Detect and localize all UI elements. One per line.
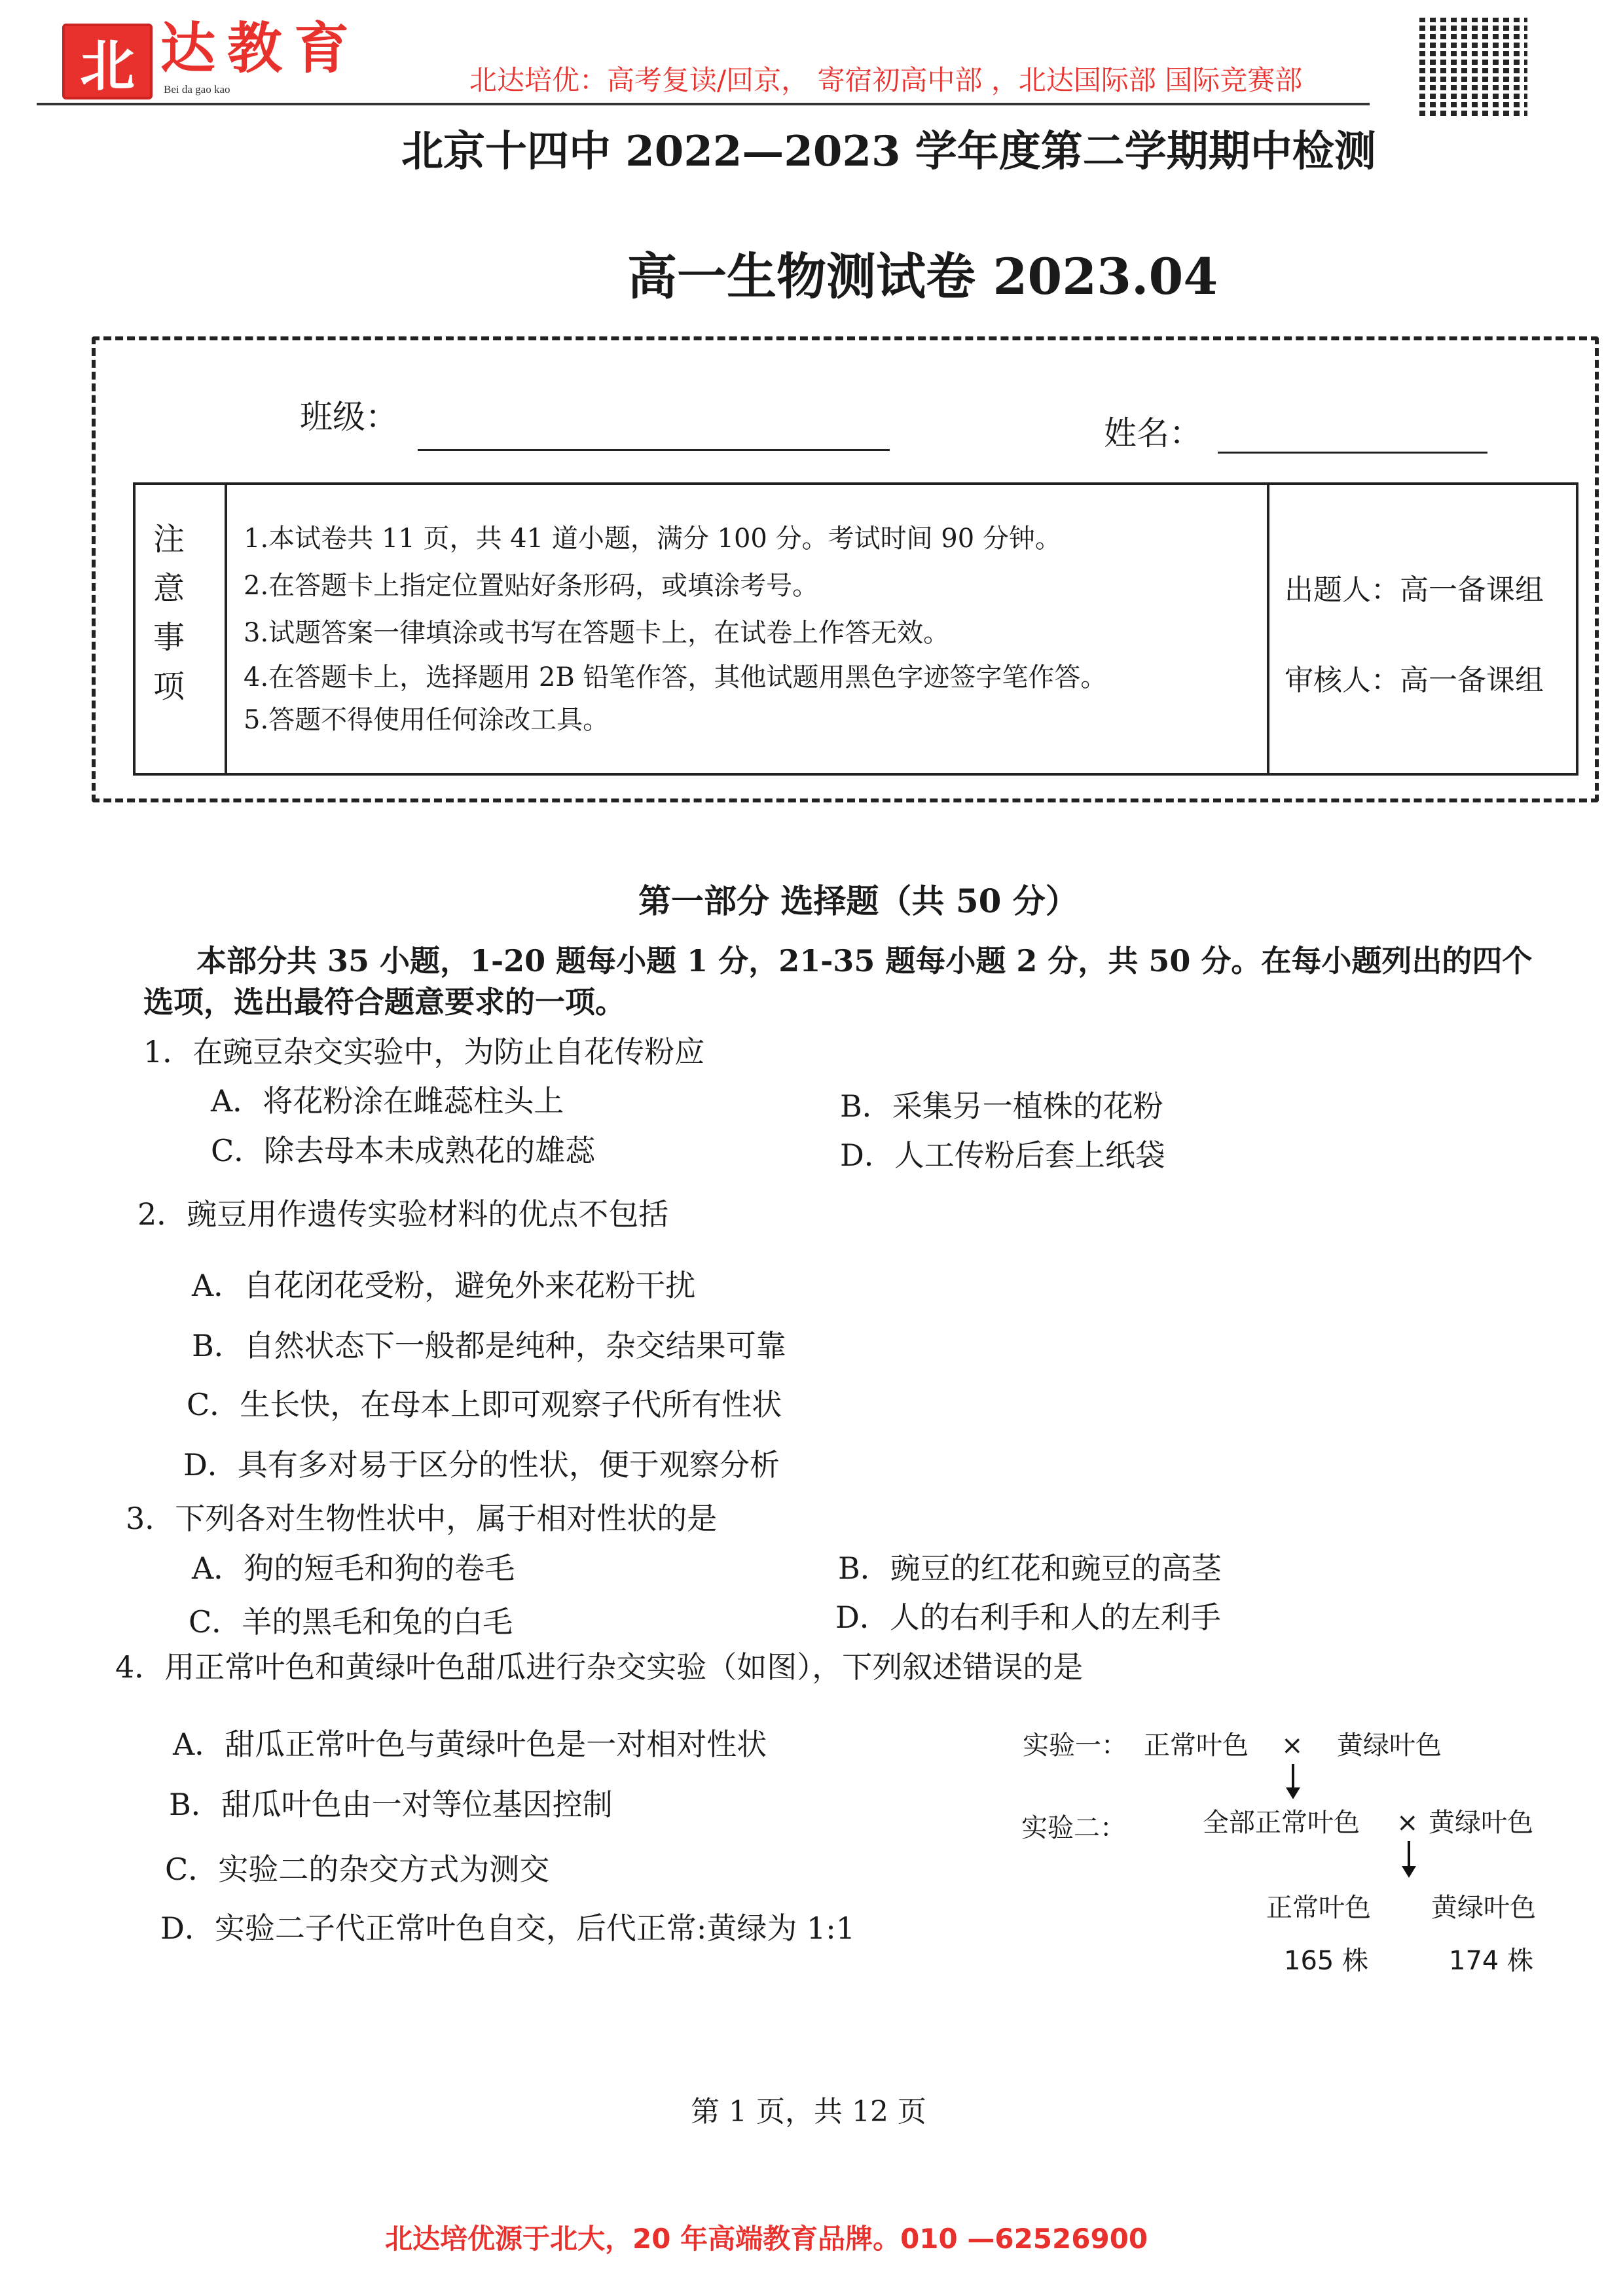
option: C．羊的黑毛和兔的白毛 xyxy=(189,1604,513,1640)
notice-item: 4.在答题卡上，选择题用 2B 铅笔作答，其他试题用黑色字迹签字笔作答。 xyxy=(244,662,1107,692)
parent-yellow-green: 黄绿叶色 xyxy=(1337,1731,1442,1761)
arrow-down-icon xyxy=(1292,1764,1294,1790)
offspring-yellow-green: 黄绿叶色 xyxy=(1431,1893,1536,1923)
author: 出题人：高一备课组 xyxy=(1285,573,1544,607)
exam-title: 北京十四中 2022—2023 学年度第二学期期中检测 xyxy=(401,127,1376,176)
arrow-down-icon xyxy=(1408,1841,1410,1869)
option: C．除去母本未成熟花的雄蕊 xyxy=(211,1133,596,1168)
page-number: 第 1 页，共 12 页 xyxy=(691,2095,926,2128)
question-2: 2．豌豆用作遗传实验材料的优点不包括 xyxy=(137,1196,669,1232)
section-heading: 第一部分 选择题（共 50 分） xyxy=(638,882,1078,920)
option: A．将花粉涂在雌蕊柱头上 xyxy=(211,1083,564,1119)
parent-all-normal: 全部正常叶色 xyxy=(1203,1808,1360,1838)
section-intro: 选项，选出最符合题意要求的一项。 xyxy=(143,984,625,1020)
parent-normal: 正常叶色 xyxy=(1144,1731,1249,1761)
experiment-1-label: 实验一： xyxy=(1023,1731,1127,1761)
parent-yellow-green: 黄绿叶色 xyxy=(1429,1808,1533,1838)
option: C．实验二的杂交方式为测交 xyxy=(165,1852,550,1887)
question-1: 1．在豌豆杂交实验中，为防止自花传粉应 xyxy=(143,1034,705,1069)
notice-side-label: 事 xyxy=(153,619,185,656)
option: B．豌豆的红花和豌豆的高茎 xyxy=(838,1551,1222,1586)
option: C．生长快，在母本上即可观察子代所有性状 xyxy=(187,1387,782,1422)
experiment-2-label: 实验二： xyxy=(1021,1813,1126,1843)
notice-side-label: 项 xyxy=(153,668,185,705)
section-intro: 本部分共 35 小题，1-20 题每小题 1 分，21-35 题每小题 2 分，共 50 分。在每小题列出的四个 xyxy=(196,943,1533,978)
footer-ad: 北达培优源于北大，20 年高端教育品牌。010 —62526900 xyxy=(385,2223,1148,2255)
cross-symbol: × xyxy=(1281,1731,1304,1761)
header-divider xyxy=(37,103,1370,105)
option: A．狗的短毛和狗的卷毛 xyxy=(192,1551,515,1586)
notice-side-label: 注 xyxy=(153,521,185,558)
qr-code-icon xyxy=(1419,18,1527,116)
question-3: 3．下列各对生物性状中，属于相对性状的是 xyxy=(126,1501,718,1536)
option: A．甜瓜正常叶色与黄绿叶色是一对相对性状 xyxy=(173,1727,767,1762)
name-label: 姓名： xyxy=(1104,414,1202,452)
logo-text: 达教育 xyxy=(160,16,361,81)
name-field[interactable] xyxy=(1218,452,1487,454)
option: B．自然状态下一般都是纯种，杂交结果可靠 xyxy=(192,1328,786,1363)
count-normal: 165 株 xyxy=(1284,1946,1369,1976)
option: B．甜瓜叶色由一对等位基因控制 xyxy=(169,1787,613,1822)
exam-subtitle: 高一生物测试卷 2023.04 xyxy=(627,247,1218,306)
notice-item: 3.试题答案一律填涂或书写在答题卡上，在试卷上作答无效。 xyxy=(244,618,950,648)
option: D．实验二子代正常叶色自交，后代正常:黄绿为 1:1 xyxy=(160,1910,856,1946)
option: A．自花闭花受粉，避免外来花粉干扰 xyxy=(192,1268,696,1303)
option: D．人工传粉后套上纸袋 xyxy=(840,1138,1165,1173)
count-yellow-green: 174 株 xyxy=(1449,1946,1534,1976)
option: D．人的右利手和人的左利手 xyxy=(835,1600,1221,1635)
table-divider xyxy=(1267,485,1269,773)
notice-side-label: 意 xyxy=(153,570,185,607)
cross-symbol: × xyxy=(1396,1808,1419,1838)
logo-subtitle: Bei da gao kao xyxy=(164,83,230,96)
class-label: 班级： xyxy=(300,398,398,436)
class-field[interactable] xyxy=(418,449,890,451)
option: D．具有多对易于区分的性状，便于观察分析 xyxy=(183,1447,780,1482)
reviewer: 审核人：高一备课组 xyxy=(1285,664,1544,697)
header-tagline: 北达培优：高考复读/回京， 寄宿初高中部 ，北达国际部 国际竞赛部 xyxy=(469,64,1303,96)
notice-item: 2.在答题卡上指定位置贴好条形码，或填涂考号。 xyxy=(244,571,819,601)
logo-mark: 北 xyxy=(62,24,153,99)
question-4: 4．用正常叶色和黄绿叶色甜瓜进行杂交实验（如图），下列叙述错误的是 xyxy=(115,1649,1084,1685)
notice-item: 5.答题不得使用任何涂改工具。 xyxy=(244,705,610,735)
offspring-normal: 正常叶色 xyxy=(1266,1893,1371,1923)
option: B．采集另一植株的花粉 xyxy=(840,1088,1163,1124)
notice-item: 1.本试卷共 11 页，共 41 道小题，满分 100 分。考试时间 90 分钟。 xyxy=(244,524,1061,554)
table-divider xyxy=(225,485,227,773)
